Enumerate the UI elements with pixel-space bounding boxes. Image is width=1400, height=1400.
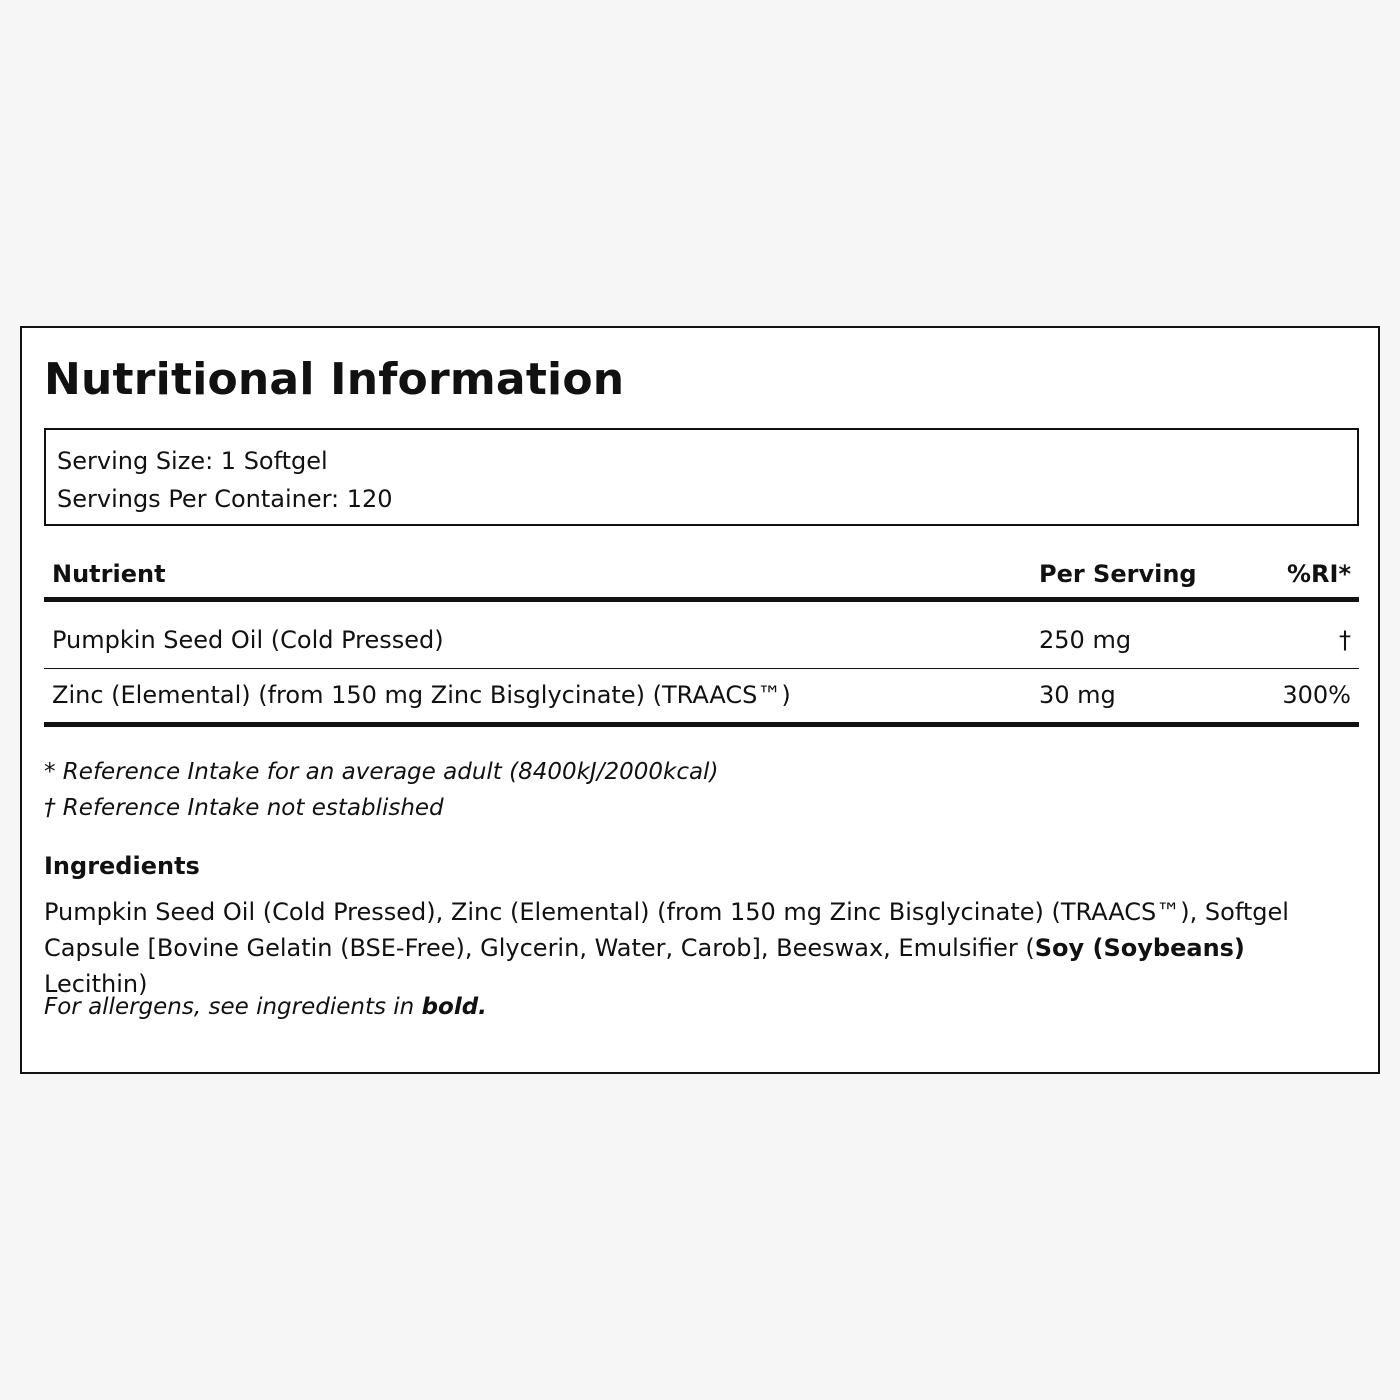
table-row [44,669,1359,727]
table-row [44,602,1359,669]
nutrient-ri: † [1339,626,1351,654]
nutrient-name: Pumpkin Seed Oil (Cold Pressed) [52,626,444,654]
ingredients-text [44,894,1354,1002]
ingredients-text-before: Pumpkin Seed Oil (Cold Pressed), Zinc (Elemental) (from 150 mg Zinc Bisglycinate) (TRAACS™), Softgel Capsule [Bovine Gelatin (BSE-Free), Glycerin, Water, Carob], Beeswax, Emulsifier ( [44,898,1289,962]
header-ri: %RI* [1286,560,1351,588]
nutrient-name: Zinc (Elemental) (from 150 mg Zinc Bisglycinate) (TRAACS™) [52,681,791,709]
serving-info-box [44,428,1359,526]
allergen-note-bold: bold. [421,994,487,1020]
allergen-ingredient: Soy (Soybeans) [1034,934,1245,962]
serving-size: Serving Size: 1 Softgel [57,447,328,475]
dagger-footnote: † Reference Intake not established [44,795,444,821]
footnotes [44,754,718,826]
nutrient-amount: 30 mg [1039,681,1116,709]
ingredients-text-after: Lecithin) [44,970,148,998]
nutrition-panel [20,326,1380,1074]
header-nutrient: Nutrient [52,560,166,588]
nutrient-table [44,550,1359,727]
servings-per-container: Servings Per Container: 120 [57,485,393,513]
header-per-serving: Per Serving [1039,560,1197,588]
allergen-note [44,994,487,1020]
ri-footnote: * Reference Intake for an average adult (8400kJ/2000kcal) [44,759,719,785]
allergen-note-text: For allergens, see ingredients in [44,994,422,1020]
nutrient-amount: 250 mg [1039,626,1132,654]
ingredients-heading: Ingredients [44,852,200,880]
page-title: Nutritional Information [44,354,625,405]
nutrient-ri: 300% [1282,681,1351,709]
table-header [44,550,1359,602]
